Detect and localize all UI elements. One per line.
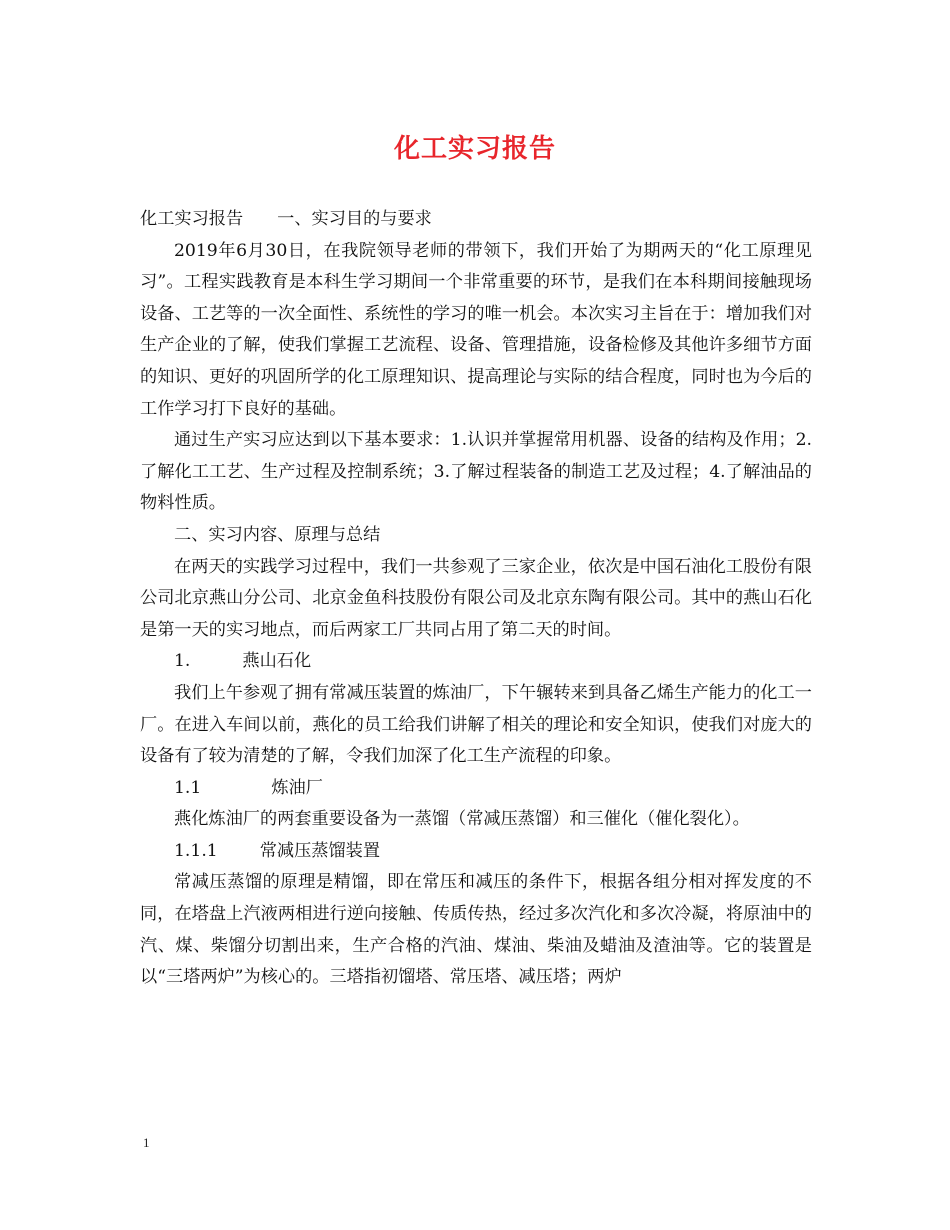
subsection-heading-1 (140, 646, 812, 678)
subsection-heading-1-1 (140, 773, 812, 805)
document-body (140, 204, 812, 994)
subsection-title: 常减压蒸馏装置 (259, 840, 381, 861)
subsection-number: 1. (174, 651, 191, 672)
subsection-number: 1.1 (174, 777, 202, 798)
paragraph-1: 2019年6月30日，在我院领导老师的带领下，我们开始了为期两天的“化工原理见习”。工程实践教育是本科生学习期间一个非常重要的环节，是我们在本科期间接触现场设备、工艺等的一次全面性、系统性的学习的唯一机会。本次实习主旨在于：增加我们对生产企业的了解，使我们掌握工艺流程、设备、管理措施，设备检修及其他许多细节方面的知识、更好的巩固所学的化工原理知识、提高理论与实际的结合程度，同时也为今后的工作学习打下良好的基础。 (140, 240, 812, 419)
document-title: 化工实习报告 (393, 134, 556, 164)
section-heading-2: 二、实习内容、原理与总结 (174, 524, 381, 545)
paragraph-3: 在两天的实践学习过程中，我们一共参观了三家企业，依次是中国石油化工股份有限公司北京燕山分公司、北京金鱼科技股份有限公司及北京东陶有限公司。其中的燕山石化是第一天的实习地点，而后两家工厂共同占用了第二天的时间。 (140, 556, 812, 640)
paragraph-6: 常减压蒸馏的原理是精馏，即在常压和减压的条件下，根据各组分相对挥发度的不同，在塔盘上汽液两相进行逆向接触、传质传热，经过多次汽化和多次冷凝，将原油中的汽、煤、柴馏分切割出来，生产合格的汽油、煤油、柴油及蜡油及渣油等。它的装置是以“三塔两炉”为核心的。三塔指初馏塔、常压塔、减压塔；两炉 (140, 872, 812, 988)
page-number: 1 (143, 1135, 150, 1150)
section-heading-1: 一、实习目的与要求 (277, 209, 432, 229)
subsection-heading-1-1-1 (140, 836, 812, 868)
paragraph-2: 通过生产实习应达到以下基本要求：1.认识并掌握常用机器、设备的结构及作用；2.了解化工工艺、生产过程及控制系统；3.了解过程装备的制造工艺及过程；4.了解油品的物料性质。 (140, 430, 812, 514)
subsection-title: 燕山石化 (242, 651, 312, 672)
report-label: 化工实习报告 (140, 209, 244, 229)
paragraph-5: 燕化炼油厂的两套重要设备为一蒸馏（常减压蒸馏）和三催化（催化裂化）。 (174, 809, 750, 830)
section-heading-line (140, 204, 812, 236)
subsection-number: 1.1.1 (174, 840, 218, 861)
subsection-title: 炼油厂 (271, 777, 323, 798)
paragraph-4: 我们上午参观了拥有常减压装置的炼油厂，下午辗转来到具备乙烯生产能力的化工一厂。在进入车间以前，燕化的员工给我们讲解了相关的理论和安全知识，使我们对庞大的设备有了较为清楚的了解，令我们加深了化工生产流程的印象。 (140, 682, 812, 767)
